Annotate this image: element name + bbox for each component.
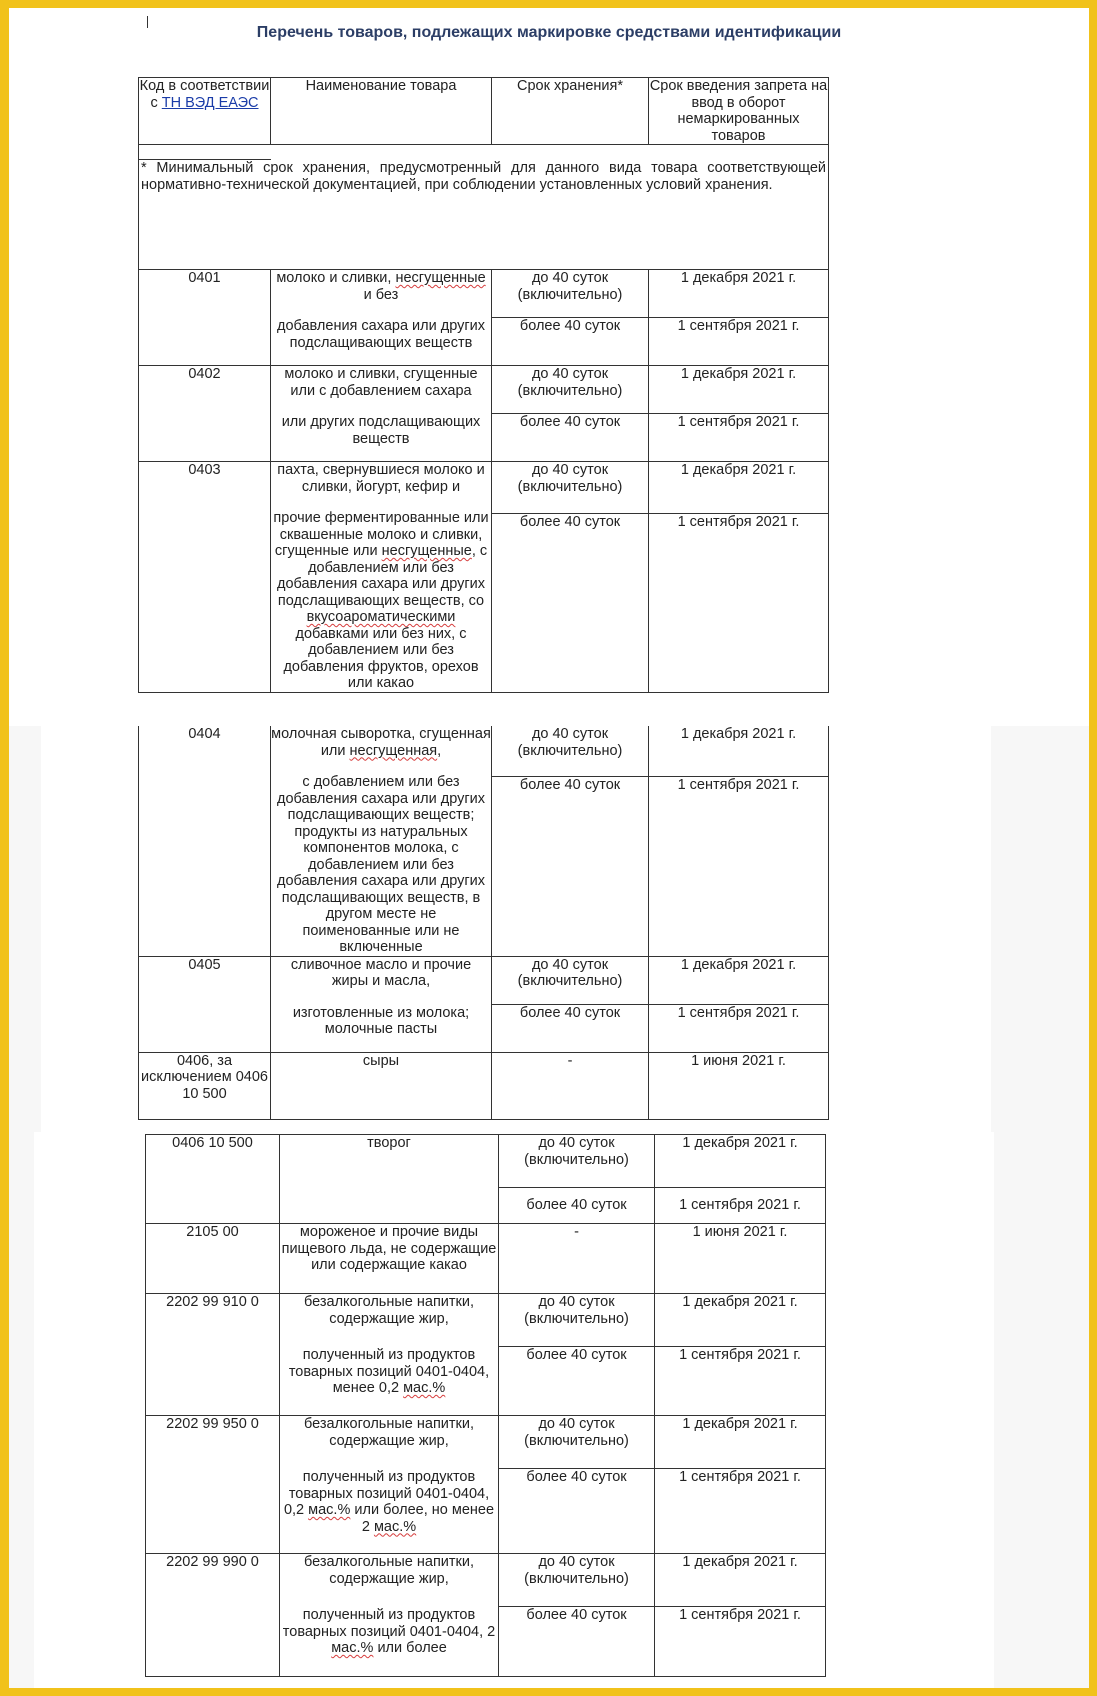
product-code: 0406, за исключением 0406 10 500	[139, 1052, 271, 1119]
product-code: 0403	[139, 462, 271, 693]
shelf-life: более 40 суток	[492, 414, 649, 462]
footnote-rule	[139, 149, 271, 160]
product-code: 2202 99 910 0	[146, 1294, 280, 1416]
product-name: безалкогольные напитки, содержащие жир, полученный из продуктов товарных позиций 0401-0404, менее 0,2 мас.%	[280, 1294, 499, 1416]
ban-date: 1 декабря 2021 г.	[649, 270, 829, 318]
table-row	[146, 1416, 826, 1469]
shelf-life: до 40 суток (включительно)	[499, 1416, 655, 1469]
product-name: сыры	[271, 1052, 492, 1119]
product-name-continued: добавления сахара или других подслащивающих веществ	[276, 318, 485, 351]
footnote-row	[139, 145, 829, 270]
header-name: Наименование товара	[271, 78, 492, 145]
goods-table-part-3	[145, 1134, 826, 1677]
product-name: мороженое и прочие виды пищевого льда, не содержащие или содержащие какао	[280, 1224, 499, 1294]
shelf-life: более 40 суток	[492, 318, 649, 366]
spellcheck-word: мас.%	[373, 1518, 417, 1535]
spellcheck-word: вкусоароматическими	[306, 609, 456, 625]
product-name-continued: с добавлением или без добавления сахара или других подслащивающих веществ; продукты из натуральных компонентов молока, с добавлением или без добавления сахара или других подслащивающих веществ, в другом месте не поименованные или не включенные	[276, 774, 485, 955]
shelf-life: более 40 суток	[499, 1188, 655, 1224]
ban-date: 1 декабря 2021 г.	[649, 366, 829, 414]
ban-date: 1 июня 2021 г.	[649, 1052, 829, 1119]
ban-date: 1 декабря 2021 г.	[655, 1554, 826, 1607]
product-name: молоко и сливки, несгущенные и без добавления сахара или других подслащивающих веществ	[271, 270, 492, 366]
ban-date: 1 сентября 2021 г.	[649, 1004, 829, 1052]
product-code: 2202 99 990 0	[146, 1554, 280, 1677]
table-row	[139, 726, 829, 776]
product-code: 0406 10 500	[146, 1135, 280, 1224]
product-name-continued: изготовленные из молока; молочные пасты	[292, 1004, 470, 1037]
product-code: 0405	[139, 956, 271, 1052]
page	[9, 8, 1089, 1688]
shelf-life: до 40 суток (включительно)	[492, 366, 649, 414]
product-name: безалкогольные напитки, содержащие жир, полученный из продуктов товарных позиций 0401-0404, 2 мас.% или более	[280, 1554, 499, 1677]
spellcheck-word: мас.%	[308, 1502, 351, 1518]
product-code: 2202 99 950 0	[146, 1416, 280, 1554]
ban-date: 1 сентября 2021 г.	[649, 414, 829, 462]
shelf-life: до 40 суток (включительно)	[492, 462, 649, 514]
product-code: 0404	[139, 726, 271, 956]
footnote-cell	[139, 145, 829, 270]
spellcheck-word: несгущенные	[381, 543, 472, 559]
header-shelf-life: Срок хранения*	[492, 78, 649, 145]
document-title: Перечень товаров, подлежащих маркировке средствами идентификации	[256, 24, 842, 41]
product-name-continued: полученный из продуктов товарных позиций 0401-0404, менее 0,2 мас.%	[288, 1347, 490, 1396]
product-name: молоко и сливки, сгущенные или с добавлением сахара или других подслащивающих веществ	[271, 366, 492, 462]
ban-date: 1 сентября 2021 г.	[655, 1607, 826, 1677]
shelf-life: более 40 суток	[499, 1469, 655, 1554]
product-name-continued: полученный из продуктов товарных позиций 0401-0404, 2 мас.% или более	[282, 1607, 496, 1656]
footnote-text: * Минимальный срок хранения, предусмотренный для данного вида товара соответствующей нормативно-технической документацией, при соблюдении установленных условий хранения.	[141, 160, 826, 193]
shelf-life: более 40 суток	[492, 776, 649, 956]
shelf-life: более 40 суток	[492, 1004, 649, 1052]
shelf-life: до 40 суток (включительно)	[499, 1554, 655, 1607]
header-deadline: Срок введения запрета на ввод в оборот немаркированных товаров	[649, 78, 828, 144]
product-name: сливочное масло и прочие жиры и масла, изготовленные из молока; молочные пасты	[271, 956, 492, 1052]
table-row	[139, 956, 829, 1004]
tn-ved-link[interactable]: ТН ВЭД ЕАЭС	[161, 94, 259, 111]
ban-date: 1 декабря 2021 г.	[649, 462, 829, 514]
header-code	[139, 78, 271, 145]
spellcheck-word: несгущенные	[395, 270, 486, 286]
ban-date: 1 декабря 2021 г.	[655, 1294, 826, 1347]
shelf-life: до 40 суток (включительно)	[492, 956, 649, 1004]
ban-date: 1 декабря 2021 г.	[655, 1416, 826, 1469]
product-code: 0402	[139, 366, 271, 462]
spellcheck-word: мас.%	[403, 1380, 446, 1396]
shelf-life: до 40 суток (включительно)	[492, 270, 649, 318]
table-row	[139, 462, 829, 514]
product-name-continued: прочие ферментированные или сквашенные молоко и сливки, сгущенные или несгущенные, с добавлением или без добавления сахара или других подслащивающих веществ, со вкусоароматическими добавками или без них, с добавлением или без добавления фруктов, орехов или какао	[273, 510, 489, 691]
table-row	[139, 1052, 829, 1119]
table-row	[146, 1554, 826, 1607]
table-row	[146, 1135, 826, 1188]
ban-date: 1 декабря 2021 г.	[649, 726, 829, 776]
ban-date: 1 сентября 2021 г.	[655, 1347, 826, 1416]
shelf-life: более 40 суток	[499, 1607, 655, 1677]
spellcheck-word: несгущенная	[349, 742, 438, 759]
shelf-life: до 40 суток (включительно)	[499, 1294, 655, 1347]
product-name-continued: полученный из продуктов товарных позиций 0401-0404, 0,2 мас.% или более, но менее 2 мас.%	[283, 1469, 495, 1535]
goods-table-part-1	[138, 77, 829, 693]
product-name: пахта, свернувшиеся молоко и сливки, йогурт, кефир и прочие ферментированные или сквашенные молоко и сливки, сгущенные или несгущенные, с добавлением или без добавления сахара или других подслащивающих веществ, со вкусоароматическими добавками или без них, с добавлением или без добавления фруктов, орехов или какао	[271, 462, 492, 693]
goods-table-part-2	[138, 726, 829, 1120]
shelf-life: -	[492, 1052, 649, 1119]
ban-date: 1 сентября 2021 г.	[655, 1469, 826, 1554]
product-name: творог	[280, 1135, 499, 1224]
table-row	[146, 1224, 826, 1294]
ban-date: 1 сентября 2021 г.	[649, 513, 829, 692]
ban-date: 1 сентября 2021 г.	[655, 1188, 826, 1224]
table-header-row	[139, 78, 829, 145]
shelf-life: до 40 суток (включительно)	[492, 726, 649, 776]
ban-date: 1 июня 2021 г.	[655, 1224, 826, 1294]
ban-date: 1 декабря 2021 г.	[655, 1135, 826, 1188]
header-code-prefix: Код в соответствии с	[139, 78, 270, 111]
table-row	[146, 1294, 826, 1347]
shelf-life: до 40 суток (включительно)	[499, 1135, 655, 1188]
spellcheck-word: мас.%	[331, 1640, 374, 1656]
product-code: 0401	[139, 270, 271, 366]
shelf-life: более 40 суток	[492, 513, 649, 692]
shelf-life: более 40 суток	[499, 1347, 655, 1416]
ban-date: 1 сентября 2021 г.	[649, 318, 829, 366]
product-code: 2105 00	[146, 1224, 280, 1294]
product-name: безалкогольные напитки, содержащие жир, полученный из продуктов товарных позиций 0401-0404, 0,2 мас.% или более, но менее 2 мас.%	[280, 1416, 499, 1554]
product-name: молочная сыворотка, сгущенная или несгущенная, с добавлением или без добавления сахара или других подслащивающих веществ; продукты из натуральных компонентов молока, с добавлением или без добавления сахара или других подслащивающих веществ, в другом месте не поименованные или не включенные	[271, 726, 491, 955]
shelf-life: -	[499, 1224, 655, 1294]
ban-date: 1 декабря 2021 г.	[649, 956, 829, 1004]
product-name-continued: или других подслащивающих веществ	[281, 414, 481, 447]
ban-date: 1 сентября 2021 г.	[649, 776, 829, 956]
table-row	[139, 270, 829, 318]
table-row	[139, 366, 829, 414]
